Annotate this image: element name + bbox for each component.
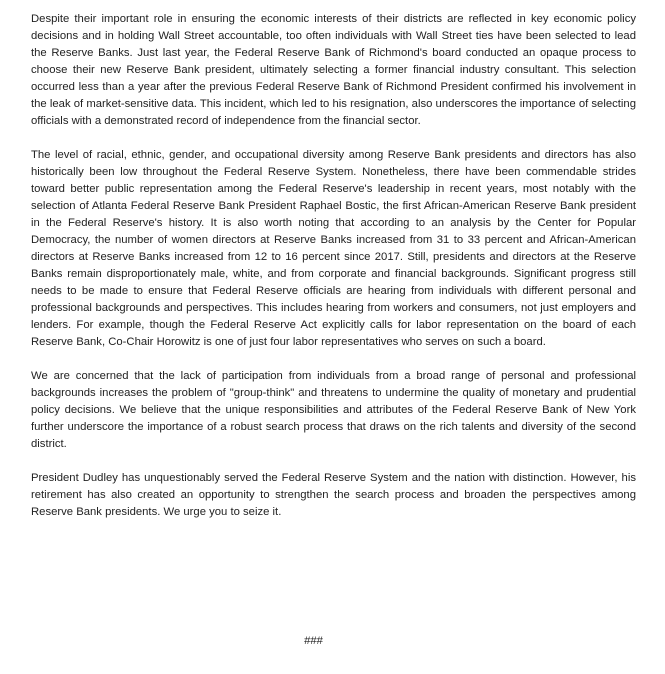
end-mark: ### — [304, 635, 323, 647]
paragraph-wall-street-ties: Despite their important role in ensuring the economic interests of their districts are reflected in key economic policy decisions and in holding Wall Street accountable, too often individuals with Wall Street ties have been selected to lead the Reserve Banks. Just last year, the Federal Reserve Bank of Richmond's board conducted an opaque process to choose their new Reserve Bank president, ultimately selecting a former financial industry consultant. This selection occurred less than a year after the previous Federal Reserve Bank of Richmond President confirmed his involvement in the leak of market-sensitive data. This incident, which led to his resignation, also underscores the importance of selecting officials with a demonstrated record of independence from the financial sector. — [31, 13, 636, 127]
paragraph-group-think: We are concerned that the lack of participation from individuals from a broad range of personal and professional backgrounds increases the problem of "group-think" and threatens to undermine the quality of monetary and prudential policy decisions. We believe that the unique responsibilities and attributes of the Federal Reserve Bank of New York further underscore the importance of a robust search process that draws on the rich talents and diversity of the second district. — [31, 370, 636, 450]
paragraph-dudley-retirement: President Dudley has unquestionably served the Federal Reserve System and the nation with distinction. However, his retirement has also created an opportunity to strengthen the search process and broaden the perspectives among Reserve Bank presidents. We urge you to seize it. — [31, 472, 636, 518]
paragraph-diversity: The level of racial, ethnic, gender, and occupational diversity among Reserve Bank presidents and directors has also historically been low throughout the Federal Reserve System. Nonetheless, there have been commendable strides toward better public representation among the Federal Reserve's leadership in recent years, most notably with the selection of Atlanta Federal Reserve Bank President Raphael Bostic, the first African-American Reserve Bank president in the Federal Reserve's history. It is also worth noting that according to an analysis by the Center for Popular Democracy, the number of women directors at Reserve Banks increased from 31 to 33 percent and African-American directors at Reserve Banks increased from 12 to 16 percent since 2017. Still, presidents and directors at the Reserve Banks remain disproportionately male, white, and from corporate and financial backgrounds. Significant progress still needs to be made to ensure that Federal Reserve officials are hearing from individuals with different personal and professional backgrounds and perspectives. This includes hearing from workers and consumers, not just employers and lenders. For example, though the Federal Reserve Act explicitly calls for labor representation on the board of each Reserve Bank, Co-Chair Horowitz is one of just four labor representatives who serves on such a board. — [31, 149, 636, 348]
document-body — [31, 11, 636, 538]
